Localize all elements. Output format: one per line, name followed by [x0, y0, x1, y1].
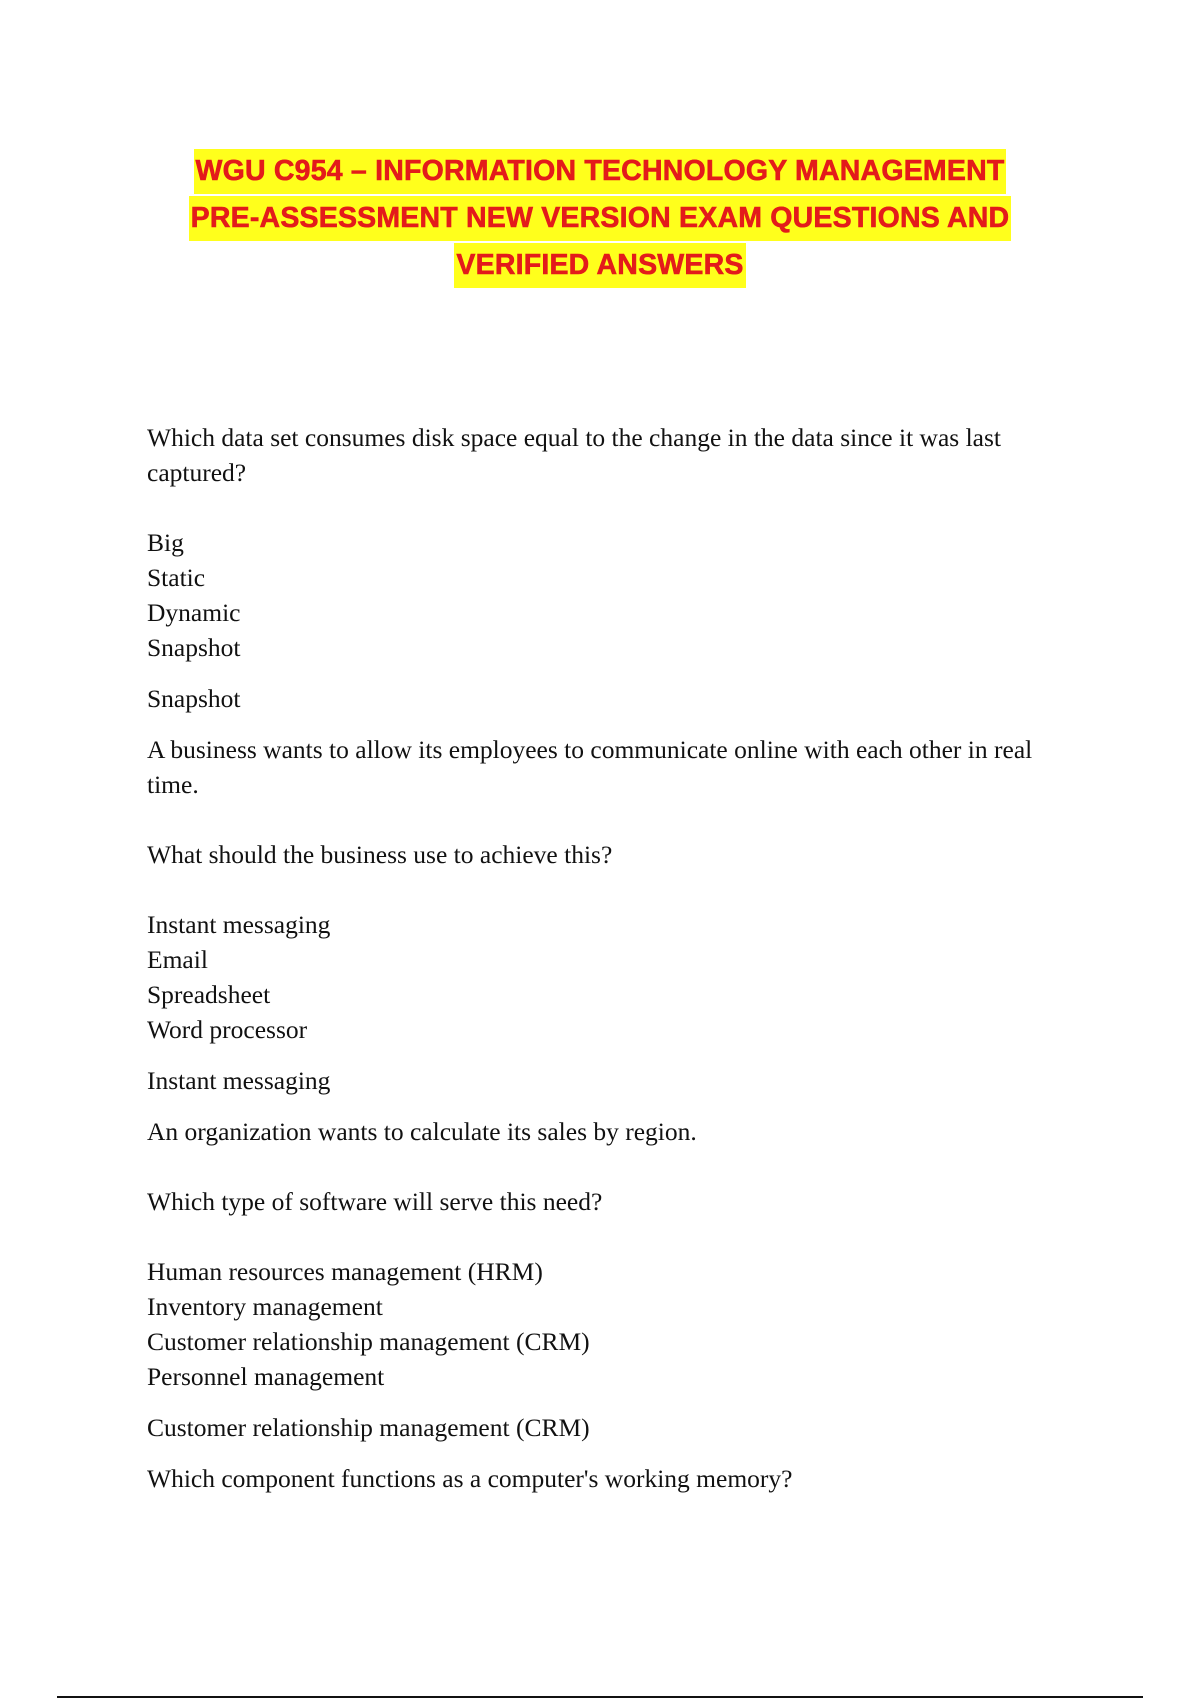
page-bottom-rule [57, 1696, 1143, 1698]
question-2-option-1: Instant messaging [147, 910, 331, 939]
question-2-intro: A business wants to allow its employees to communicate online with each other in real time. [147, 735, 1033, 799]
question-4-text: Which component functions as a computer's working memory? [147, 1464, 793, 1493]
title-line-1: WGU C954 – INFORMATION TECHNOLOGY MANAGEMENT [194, 149, 1007, 194]
question-3-intro: An organization wants to calculate its sales by region. [147, 1117, 697, 1146]
question-3-options [147, 1254, 1067, 1394]
question-3-option-3: Customer relationship management (CRM) [147, 1327, 590, 1356]
title-line-2: PRE-ASSESSMENT NEW VERSION EXAM QUESTIONS AND [189, 196, 1012, 241]
question-1-options [147, 525, 1067, 665]
question-1-option-1: Big [147, 528, 184, 557]
question-2-text: What should the business use to achieve this? [147, 840, 613, 869]
question-3-answer: Customer relationship management (CRM) [147, 1413, 590, 1442]
question-list [147, 420, 1067, 1496]
question-3-option-4: Personnel management [147, 1362, 385, 1391]
document-title [100, 148, 1100, 289]
question-2-option-4: Word processor [147, 1015, 308, 1044]
question-2-option-3: Spreadsheet [147, 980, 271, 1009]
question-1-option-4: Snapshot [147, 633, 241, 662]
question-2-answer: Instant messaging [147, 1066, 331, 1095]
question-1-option-2: Static [147, 563, 206, 592]
question-1-text: Which data set consumes disk space equal to the change in the data since it was last captured? [147, 423, 1001, 487]
question-3-option-2: Inventory management [147, 1292, 383, 1321]
question-1-answer: Snapshot [147, 684, 241, 713]
question-2-option-2: Email [147, 945, 208, 974]
question-3-option-1: Human resources management (HRM) [147, 1257, 543, 1286]
question-3-text: Which type of software will serve this need? [147, 1187, 603, 1216]
question-1-option-3: Dynamic [147, 598, 241, 627]
question-2-options [147, 907, 1067, 1047]
title-line-3: VERIFIED ANSWERS [454, 243, 745, 288]
